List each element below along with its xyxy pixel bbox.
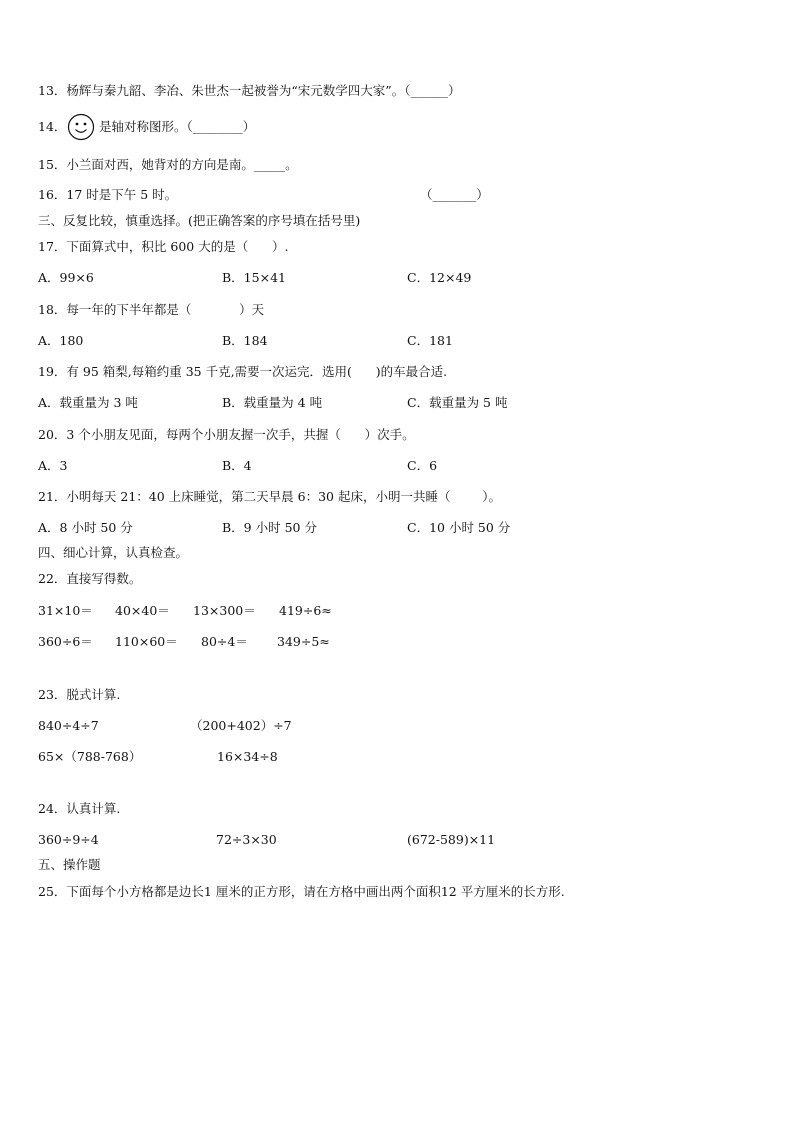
q15: 15．小兰面对西，她背对的方向是南。_____。: [38, 157, 298, 172]
q23-stem: 23．脱式计算.: [38, 687, 121, 702]
q24-expression: 72÷3×30: [216, 832, 277, 847]
q24-expression: 360÷9÷4: [38, 832, 99, 847]
q23-expression: 840÷4÷7: [38, 718, 99, 733]
q21-option-a: A．8 小时 50 分: [38, 520, 133, 535]
q21-stem: 21．小明每天 21：40 上床睡觉，第二天早晨 6：30 起床，小明一共睡（ ）。: [38, 489, 502, 504]
q24-expression: (672-589)×11: [407, 832, 496, 847]
q19-option-a: A．载重量为 3 吨: [38, 395, 138, 410]
q23-expression: （200+402）÷7: [190, 718, 292, 733]
q18-option-b: B．184: [222, 333, 268, 348]
q18-stem: 18．每一年的下半年都是（ ）天: [38, 302, 265, 317]
q20-option-a: A．3: [38, 458, 68, 473]
q22-expression: 419÷6≈: [279, 603, 332, 618]
q24-stem: 24．认真计算.: [38, 801, 121, 816]
q14-text: 是轴对称图形。（________）: [99, 119, 256, 134]
q16: 16．17 时是下午 5 时。: [38, 187, 178, 202]
q25: 25．下面每个小方格都是边长1 厘米的正方形，请在方格中画出两个面积12 平方厘米的长方形.: [38, 884, 565, 899]
q21-option-c: C．10 小时 50 分: [407, 520, 511, 535]
section-5-heading: 五、操作题: [38, 857, 101, 872]
q23-expression: 65×（788-768）: [38, 749, 142, 764]
q21-option-b: B．9 小时 50 分: [222, 520, 317, 535]
q17-option-a: A．99×6: [38, 270, 94, 285]
q18-option-a: A．180: [38, 333, 84, 348]
q23-expression: 16×34÷8: [217, 749, 278, 764]
q19-option-c: C．载重量为 5 吨: [407, 395, 508, 410]
q20-stem: 20．3 个小朋友见面，每两个小朋友握一次手，共握（ ）次手。: [38, 427, 415, 442]
q22-expression: 80÷4＝: [201, 634, 248, 649]
q20-option-b: B．4: [222, 458, 252, 473]
q19-stem: 19．有 95 箱梨,每箱约重 35 千克,需要一次运完．选用( )的车最合适.: [38, 364, 448, 379]
q22-expression: 31×10＝: [38, 603, 93, 618]
q22-expression: 110×60＝: [115, 634, 178, 649]
section-3-heading: 三、反复比较，慎重选择。(把正确答案的序号填在括号里): [38, 213, 361, 228]
q14-number: 14．: [38, 119, 67, 134]
q18-option-c: C．181: [407, 333, 453, 348]
q13: 13．杨辉与秦九韶、李冶、朱世杰一起被誉为“宋元数学四大家”。（______）: [38, 83, 461, 98]
section-4-heading: 四、细心计算，认真检查。: [38, 545, 189, 560]
smiley-face-icon: [67, 113, 95, 141]
q22-expression: 13×300＝: [193, 603, 256, 618]
q22-expression: 40×40＝: [115, 603, 170, 618]
q22-expression: 360÷6＝: [38, 634, 93, 649]
q22-stem: 22．直接写得数。: [38, 571, 142, 586]
q20-option-c: C．6: [407, 458, 438, 473]
q16-answer-blank: （_______）: [420, 187, 489, 202]
q22-expression: 349÷5≈: [277, 634, 330, 649]
q17-option-b: B．15×41: [222, 270, 286, 285]
q19-option-b: B．载重量为 4 吨: [222, 395, 323, 410]
q17-option-c: C．12×49: [407, 270, 472, 285]
q17-stem: 17．下面算式中，积比 600 大的是（ ）.: [38, 239, 289, 254]
